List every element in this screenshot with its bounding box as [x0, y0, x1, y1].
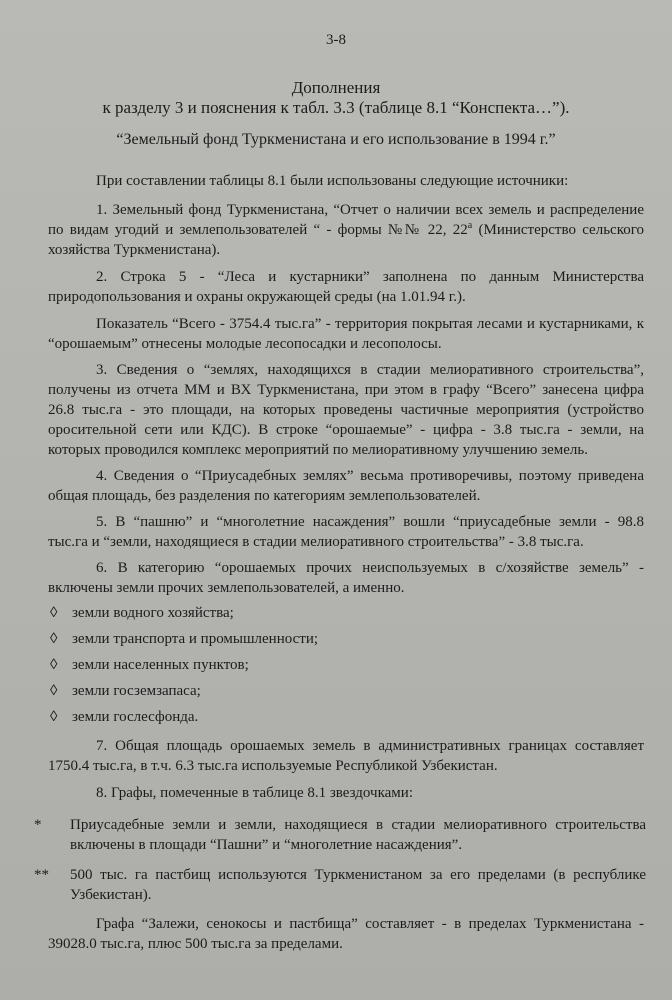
heading-subtitle: к разделу 3 и пояснения к табл. 3.3 (таблице 8.1 “Конспекта…”).	[102, 98, 570, 117]
item-1-text-end: (Министерство сельского хозяйства Туркменистана).	[48, 222, 644, 258]
item-3: 3. Сведения о “землях, находящихся в стадии мелиоративного строительства”, получены из отчета ММ и ВХ Туркменистана, при этом в графу “Всего” занесена цифра 26.8 тыс.га - это площади, на которых проведены частичные мероприятия (устройство оросительной сети или КДС). В строке “орошаемые” - цифра - 3.8 тыс.га - земли, на которых проводился комплекс мероприятий по мелиоративному улучшению земель.	[48, 362, 644, 458]
item-2: 2. Строка 5 - “Леса и кустарники” заполнена по данным Министерства природопользования и охраны окружающей среды (на 1.01.94 г.).	[48, 269, 644, 305]
bullet-item: ◊ земли гослесфонда.	[50, 709, 199, 725]
forest-note: Показатель “Всего - 3754.4 тыс.га” - территория покрытая лесами и кустарниками, к “орошаемым” отнесены молодые лесопосадки и лесополосы.	[48, 316, 644, 352]
footnote-mark: **	[34, 867, 49, 883]
footnote-double-star	[34, 865, 646, 905]
intro-paragraph: При составлении таблицы 8.1 были использованы следующие источники:	[96, 173, 569, 189]
item-5: 5. В “пашню” и “многолетние насаждения” вошли “приусадебные земли - 98.8 тыс.га и “земли, находящиеся в стадии мелиоративного строительства” - 3.8 тыс.га.	[48, 514, 644, 550]
diamond-bullet-icon: ◊	[50, 657, 58, 673]
footnote-mark: *	[34, 817, 42, 833]
final-paragraph: Графа “Залежи, сенокосы и пастбища” составляет - в пределах Туркменистана - 39028.0 тыс.га, плюс 500 тыс.га за пределами.	[48, 916, 644, 952]
bullet-item: ◊ земли водного хозяйства;	[50, 605, 234, 621]
item-1-text: 1. Земельный фонд Туркменистана, “Отчет о наличии всех земель и распределение по видам угодий и землепользователей “ - формы №№ 22, 22	[48, 202, 644, 238]
bullet-item: ◊ земли транспорта и промышленности;	[50, 631, 319, 647]
table-caption: “Земельный фонд Туркменистана и его использование в 1994 г.”	[116, 131, 556, 148]
diamond-bullet-icon: ◊	[50, 709, 58, 725]
diamond-bullet-icon: ◊	[50, 631, 58, 647]
item-8: 8. Графы, помеченные в таблице 8.1 звездочками:	[96, 785, 413, 801]
item-7: 7. Общая площадь орошаемых земель в административных границах составляет 1750.4 тыс.га, в т.ч. 6.3 тыс.га используемые Республикой Узбекистан.	[48, 738, 644, 774]
footnote-text: 500 тыс. га пастбищ используются Туркменистаном за его пределами (в республике Узбекистан).	[70, 867, 646, 903]
bullet-item: ◊ земли госземзапаса;	[50, 683, 201, 699]
item-4: 4. Сведения о “Приусадебных землях” весьма противоречивы, поэтому приведена общая площадь, без разделения по категориям землепользователей.	[48, 468, 644, 504]
footnote-single-star	[34, 815, 646, 855]
item-1-superscript: а	[467, 220, 473, 231]
heading-title: Дополнения	[291, 78, 381, 97]
item-1	[48, 200, 644, 260]
diamond-bullet-icon: ◊	[50, 683, 58, 699]
footnote-text: Приусадебные земли и земли, находящиеся в стадии мелиоративного строительства включены в площади “Пашни” и “многолетние насаждения”.	[70, 817, 646, 853]
bullet-item: ◊ земли населенных пунктов;	[50, 657, 249, 673]
item-6: 6. В категорию “орошаемых прочих неиспользуемых в с/хозяйстве земель” - включены земли прочих землепользователей, а именно.	[48, 560, 644, 596]
page-number: 3-8	[326, 32, 346, 48]
diamond-bullet-icon: ◊	[50, 605, 58, 621]
